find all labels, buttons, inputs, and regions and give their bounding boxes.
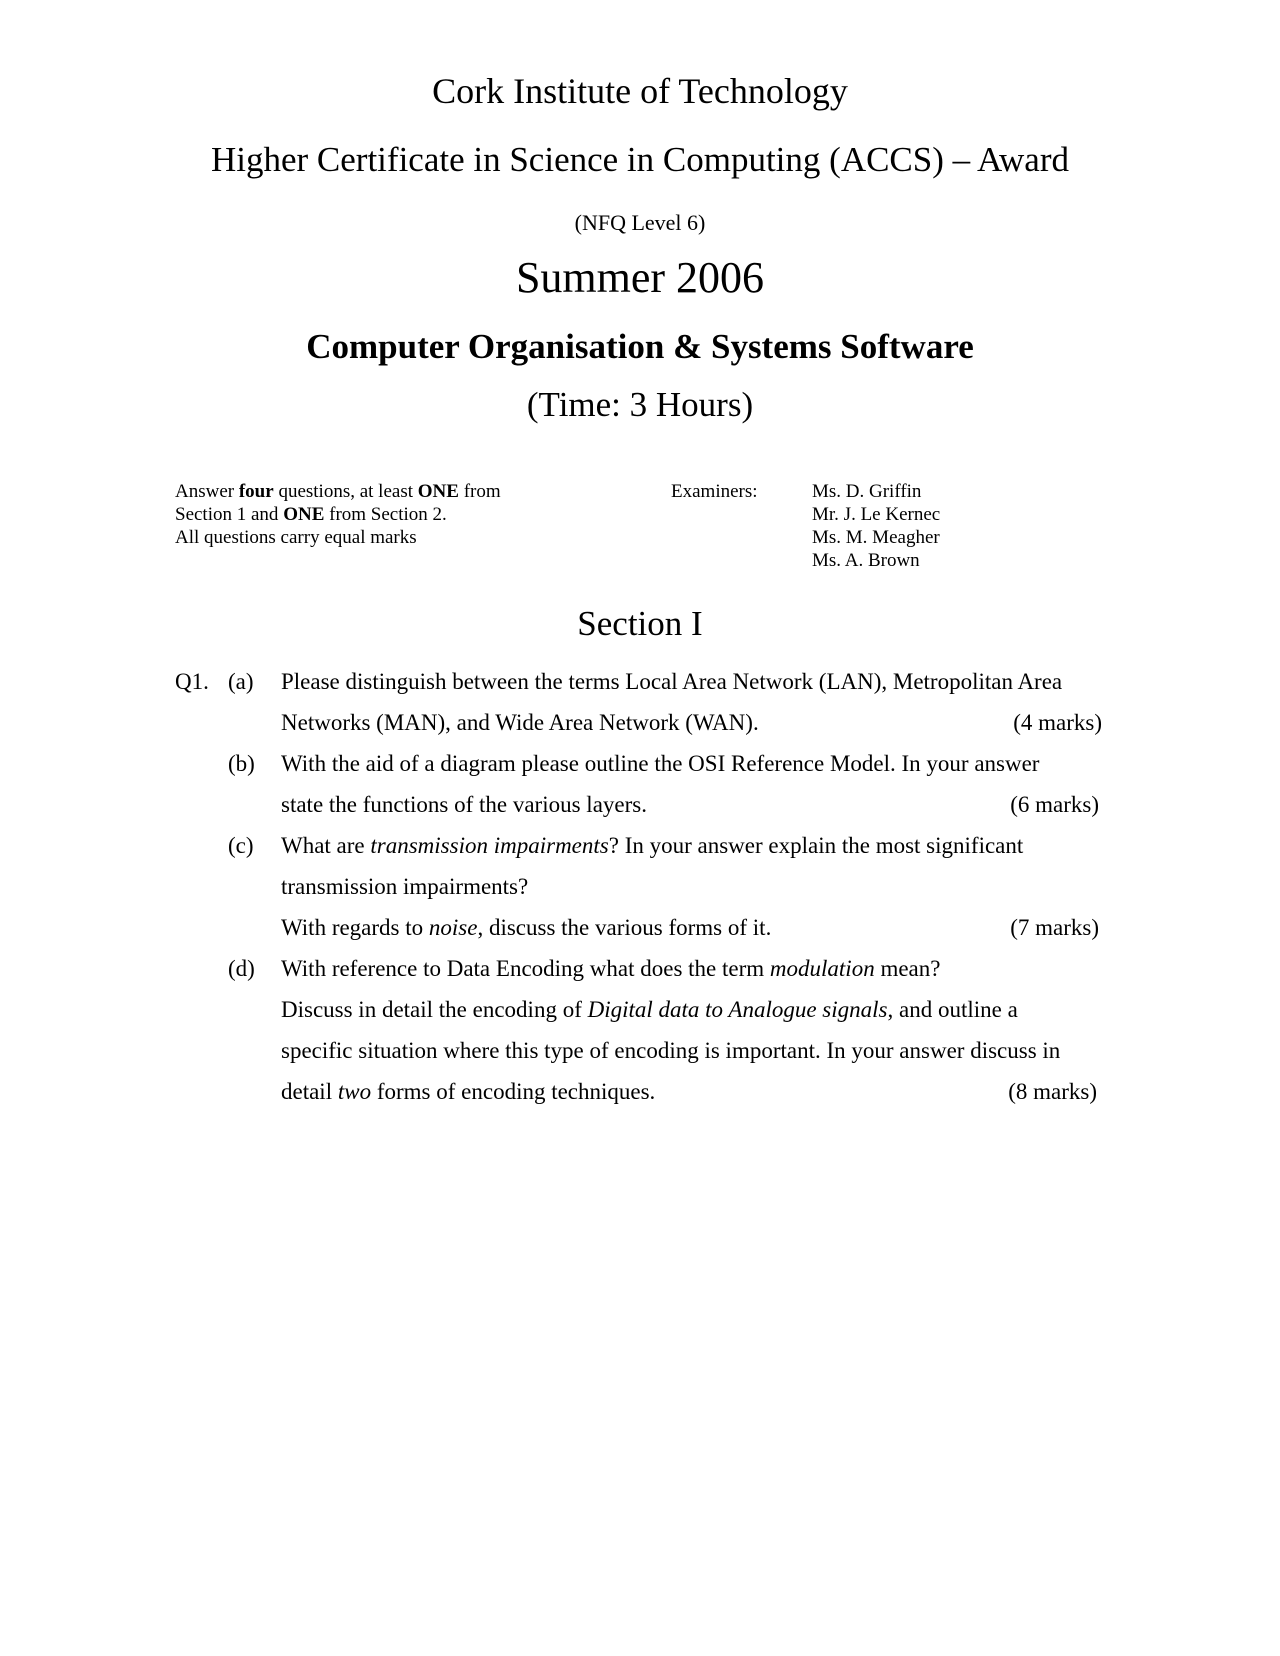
section-heading: Section I	[577, 604, 703, 643]
examiners-label: Examiners:	[671, 481, 758, 502]
question-text: forms of encoding techniques.	[371, 1079, 656, 1104]
question-term: transmission impairments	[370, 833, 609, 858]
instruction-text: from Section 2.	[324, 504, 447, 525]
institution-name: Cork Institute of Technology	[432, 71, 848, 111]
examiner-name: Ms. A. Brown	[812, 550, 920, 571]
instruction-emphasis: ONE	[417, 481, 459, 502]
instruction-emphasis: ONE	[283, 504, 325, 525]
question-term: noise	[428, 915, 478, 940]
question-term: modulation	[769, 956, 875, 981]
question-text: detail	[281, 1079, 338, 1104]
instruction-text: Answer	[175, 481, 239, 502]
question-text: With regards to	[281, 915, 429, 940]
part-c-line-3	[281, 915, 771, 941]
examiner-name: Ms. D. Griffin	[812, 481, 922, 502]
exam-session: Summer 2006	[515, 253, 765, 302]
exam-instructions	[175, 480, 595, 549]
part-c-line-2: transmission impairments?	[281, 874, 529, 899]
part-label-a: (a)	[228, 669, 254, 694]
question-text: ? In your answer explain the most significant	[608, 833, 1024, 858]
instruction-emphasis: four	[238, 481, 274, 502]
instruction-text: from	[458, 481, 501, 502]
nfq-level: (NFQ Level 6)	[574, 210, 706, 235]
examiners-list	[812, 480, 940, 572]
instruction-text: Section 1 and	[175, 504, 284, 525]
question-text: Discuss in detail the encoding of	[281, 997, 588, 1022]
part-c-line-1	[281, 833, 1023, 859]
part-label-d: (d)	[228, 956, 255, 981]
instruction-line-3: All questions carry equal marks	[175, 527, 417, 548]
part-a-marks: (4 marks)	[1013, 710, 1102, 735]
instruction-line-2	[175, 503, 595, 526]
part-a-line-1: Please distinguish between the terms Local Area Network (LAN), Metropolitan Area	[281, 669, 1063, 694]
course-title: Computer Organisation & Systems Software	[306, 327, 974, 366]
part-a-line-2: Networks (MAN), and Wide Area Network (WAN).	[281, 710, 759, 735]
question-term: Digital data to Analogue signals	[587, 997, 888, 1022]
part-b-line-2: state the functions of the various layers.	[281, 792, 647, 817]
question-text: mean?	[874, 956, 941, 981]
part-label-c: (c)	[228, 833, 254, 858]
question-text: With reference to Data Encoding what does the term	[281, 956, 770, 981]
part-d-marks: (8 marks)	[1008, 1079, 1097, 1104]
part-b-line-1: With the aid of a diagram please outline the OSI Reference Model. In your answer	[281, 751, 1040, 776]
question-term: two	[337, 1079, 372, 1104]
question-label: Q1.	[175, 669, 209, 694]
part-d-line-4	[281, 1079, 655, 1105]
question-text: What are	[281, 833, 371, 858]
question-text: , discuss the various forms of it.	[477, 915, 772, 940]
instruction-line-1	[175, 480, 595, 503]
part-d-line-1	[281, 956, 940, 982]
instruction-text: questions, at least	[273, 481, 418, 502]
question-text: , and outline a	[887, 997, 1018, 1022]
exam-duration: (Time: 3 Hours)	[526, 385, 754, 424]
part-d-line-2	[281, 997, 1018, 1023]
part-d-line-3: specific situation where this type of encoding is important. In your answer discuss in	[281, 1038, 1061, 1063]
examiner-name: Mr. J. Le Kernec	[812, 504, 941, 525]
part-c-marks: (7 marks)	[1010, 915, 1099, 940]
part-label-b: (b)	[228, 751, 255, 776]
part-b-marks: (6 marks)	[1010, 792, 1099, 817]
programme-title: Higher Certificate in Science in Computing (ACCS) – Award	[210, 140, 1069, 179]
examiner-name: Ms. M. Meagher	[812, 527, 940, 548]
